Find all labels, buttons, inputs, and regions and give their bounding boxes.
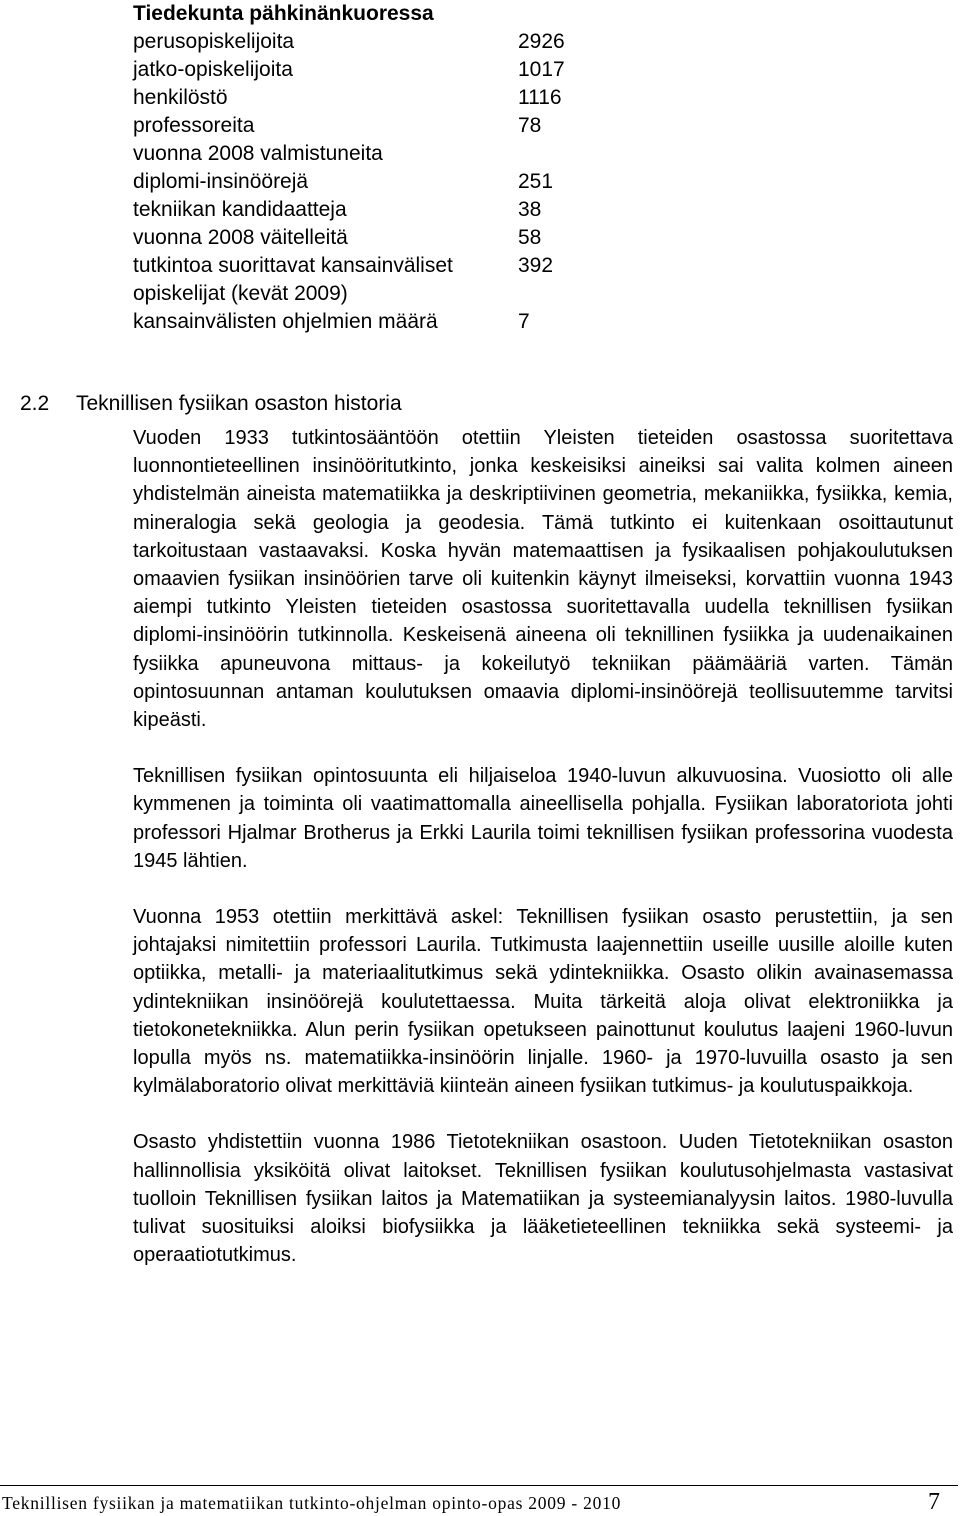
- fact-row: [133, 224, 578, 252]
- footer-rule: [0, 1485, 958, 1486]
- fact-row: [133, 308, 578, 336]
- fact-row: [133, 56, 578, 84]
- fact-value: 392: [518, 254, 554, 277]
- fact-value: 7: [518, 310, 530, 333]
- fact-value: [518, 140, 578, 168]
- fact-label: vuonna 2008 valmistuneita: [133, 142, 383, 165]
- facts-title: Tiedekunta pähkinänkuoressa: [133, 2, 434, 25]
- fact-label: tekniikan kandidaatteja: [133, 198, 347, 221]
- facts-table: [133, 28, 578, 336]
- fact-value: 1116: [518, 86, 562, 109]
- fact-row: [133, 84, 578, 112]
- fact-value: 1017: [518, 58, 565, 81]
- paragraph: Vuonna 1953 otettiin merkittävä askel: Teknillisen fysiikan osasto perustettiin, ja sen johtajaksi nimitettiin professori Laurila. Tutkimusta laajennettiin useille uusille aloille kuten optiikka, metalli- ja materiaalitutkimus sekä ydintekniikka. Osasto olikin avainasemassa ydintekniikan insinöörejä koulutettaessa. Muita tärkeitä aloja olivat elektroniikka ja tietokonetekniikka. Alun perin fysiikan opetukseen painottunut koulutus laajeni 1960-luvun lopulla myös ns. matematiikka-insinöörin linjalle. 1960- ja 1970-luvuilla osasto ja sen kylmälaboratorio olivat merkittäviä kiinteän aineen fysiikan tutkimus- ja koulutuspaikkoja.: [133, 906, 953, 1098]
- fact-row: [133, 140, 578, 168]
- fact-row: [133, 252, 578, 280]
- fact-label: tutkintoa suorittavat kansainväliset: [133, 254, 453, 277]
- section-heading: [20, 390, 402, 418]
- fact-label: perusopiskelijoita: [133, 30, 295, 53]
- fact-row: [133, 168, 578, 196]
- footer-title: Teknillisen fysiikan ja matematiikan tutkinto-ohjelman opinto-opas 2009 - 2010: [2, 1493, 622, 1513]
- page-number: 7: [928, 1489, 940, 1515]
- fact-row: [133, 28, 578, 56]
- fact-value: [518, 280, 578, 308]
- fact-label: opiskelijat (kevät 2009): [133, 282, 348, 305]
- paragraph: Osasto yhdistettiin vuonna 1986 Tietotekniikan osastoon. Uuden Tietotekniikan osaston hallinnollisia yksiköitä olivat laitokset. Teknillisen fysiikan koulutusohjelmasta vastasivat tuolloin Teknillisen fysiikan laitos ja Matematiikan ja systeemianalyysin laitos. 1980-luvulla tulivat suosituiksi aloiksi biofysiikka ja lääketieteellinen tekniikka sekä systeemi- ja operaatiotutkimus.: [133, 1131, 953, 1267]
- fact-label: henkilöstö: [133, 86, 228, 109]
- section-body: [133, 424, 953, 1269]
- paragraph: Vuoden 1933 tutkintosääntöön otettiin Yleisten tieteiden osastossa suoritettava luonnontieteellinen insinööritutkinto, jonka keskeisiksi aineiksi sai valita kolmen aineen yhdistelmän aineista matematiikka ja deskriptiivinen geometria, mekaniikka, fysiikka, kemia, mineralogia sekä geologia ja geodesia. Tämä tutkinto ei kuitenkaan osoittautunut tarkoitustaan vastaavaksi. Koska hyvän matemaattisen ja fysikaalisen pohjakoulutuksen omaavien fysiikan insinöörien tarve oli kuitenkin käynyt ilmeiseksi, korvattiin vuonna 1943 aiempi tutkinto Yleisten tieteiden osastossa suoritettavalla uudella teknillisen fysiikan diplomi-insinöörin tutkinnolla. Keskeisenä aineena oli teknillinen fysiikka ja uudenaikainen fysiikka apuneuvona mittaus- ja kokeilutyö tekniikan päämääriä varten. Tämän opintosuunnan antaman koulutuksen omaavia diplomi-insinöörejä teollisuutemme tarvitsi kipeästi.: [133, 427, 953, 732]
- fact-label: diplomi-insinöörejä: [133, 170, 309, 193]
- fact-label: vuonna 2008 väitelleitä: [133, 226, 348, 249]
- fact-value: 78: [518, 114, 542, 137]
- fact-value: 2926: [518, 30, 565, 53]
- fact-label: jatko-opiskelijoita: [133, 58, 293, 81]
- fact-label: kansainvälisten ohjelmien määrä: [133, 310, 438, 333]
- fact-value: 38: [518, 198, 542, 221]
- fact-label: professoreita: [133, 114, 255, 137]
- fact-row: [133, 280, 578, 308]
- fact-row: [133, 112, 578, 140]
- section-title: Teknillisen fysiikan osaston historia: [76, 392, 402, 415]
- facts-box: [133, 0, 593, 336]
- paragraph: Teknillisen fysiikan opintosuunta eli hiljaiseloa 1940-luvun alkuvuosina. Vuosiotto oli alle kymmenen ja toiminta oli vaatimattomalla aineellisella pohjalla. Fysiikan laboratoriota johti professori Hjalmar Brotherus ja Erkki Laurila toimi teknillisen fysiikan professorina vuodesta 1945 lähtien.: [133, 765, 953, 872]
- section-number: 2.2: [20, 392, 50, 415]
- fact-row: [133, 196, 578, 224]
- fact-value: 58: [518, 226, 542, 249]
- fact-value: 251: [518, 170, 554, 193]
